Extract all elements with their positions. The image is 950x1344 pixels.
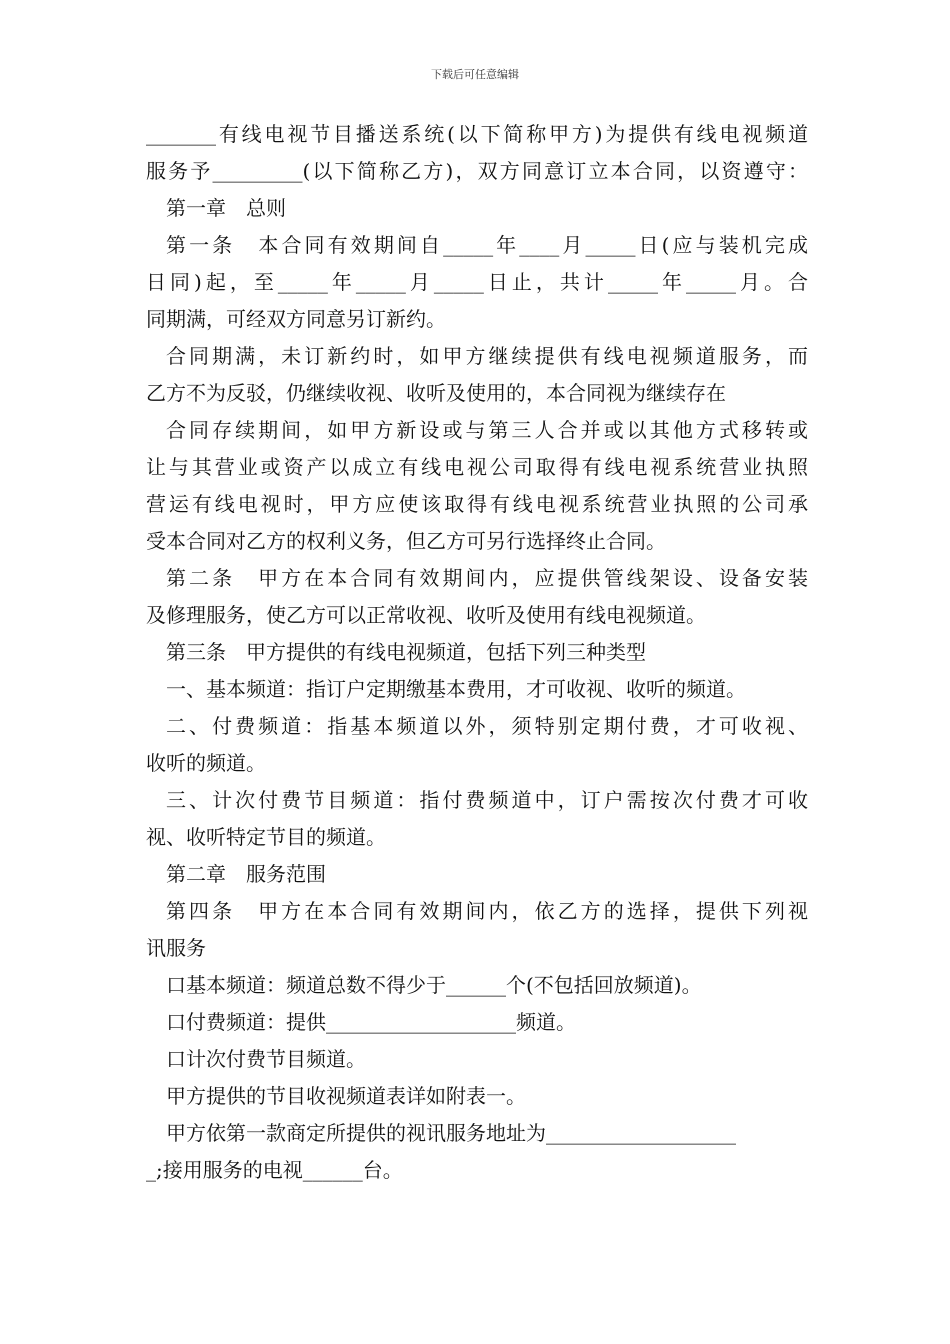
text-line: 受本合同对乙方的权利义务，但乙方可另行选择终止合同。 (146, 529, 666, 553)
text-line: 第三条 甲方提供的有线电视频道，包括下列三种类型 (166, 640, 646, 664)
text-line: 视、收听特定节目的频道。 (146, 825, 386, 849)
text-line: 讯服务 (146, 936, 206, 960)
text-line: _______有线电视节目播送系统(以下简称甲方)为提供有线电视频道 (146, 122, 808, 146)
page-header: 下载后可任意编辑 (431, 68, 519, 81)
text-line: 口付费频道：提供___________________频道。 (166, 1010, 576, 1034)
text-line: 口计次付费节目频道。 (166, 1047, 366, 1071)
text-line: 合同期满，未订新约时，如甲方继续提供有线电视频道服务，而 (166, 344, 808, 368)
text-line: 服务予_________(以下简称乙方)，双方同意订立本合同，以资遵守： (146, 159, 808, 183)
contract-body (146, 116, 808, 1189)
text-line: 同期满，可经双方同意另订新约。 (146, 307, 446, 331)
text-line: 第一条 本合同有效期间自_____年____月_____日(应与装机完成 (166, 233, 808, 257)
text-line: 甲方提供的节目收视频道表详如附表一。 (166, 1084, 526, 1108)
text-line: 收听的频道。 (146, 751, 266, 775)
text-line: 一、基本频道：指订户定期缴基本费用，才可收视、收听的频道。 (166, 677, 746, 701)
text-line: 第四条 甲方在本合同有效期间内，依乙方的选择，提供下列视 (166, 899, 808, 923)
chapter-heading: 第二章 服务范围 (166, 862, 326, 886)
text-line: 乙方不为反驳，仍继续收视、收听及使用的，本合同视为继续存在 (146, 381, 726, 405)
text-line: 第二条 甲方在本合同有效期间内，应提供管线架设、设备安装 (166, 566, 808, 590)
text-line: 合同存续期间，如甲方新设或与第三人合并或以其他方式移转或 (166, 418, 808, 442)
text-line: 三、计次付费节目频道：指付费频道中，订户需按次付费才可收 (166, 788, 808, 812)
chapter-heading: 第一章 总则 (166, 196, 286, 220)
text-line: 甲方依第一款商定所提供的视讯服务地址为___________________ (166, 1121, 736, 1145)
text-line: 营运有线电视时，甲方应使该取得有线电视系统营业执照的公司承 (146, 492, 808, 516)
text-line: 让与其营业或资产以成立有线电视公司取得有线电视系统营业执照 (146, 455, 808, 479)
text-line: _;接用服务的电视______台。 (146, 1158, 403, 1182)
text-line: 口基本频道：频道总数不得少于______个(不包括回放频道)。 (166, 973, 702, 997)
text-line: 及修理服务，使乙方可以正常收视、收听及使用有线电视频道。 (146, 603, 706, 627)
text-line: 二、付费频道：指基本频道以外，须特别定期付费，才可收视、 (166, 714, 808, 738)
text-line: 日同)起，至_____年_____月_____日止，共计_____年_____月。合 (146, 270, 808, 294)
